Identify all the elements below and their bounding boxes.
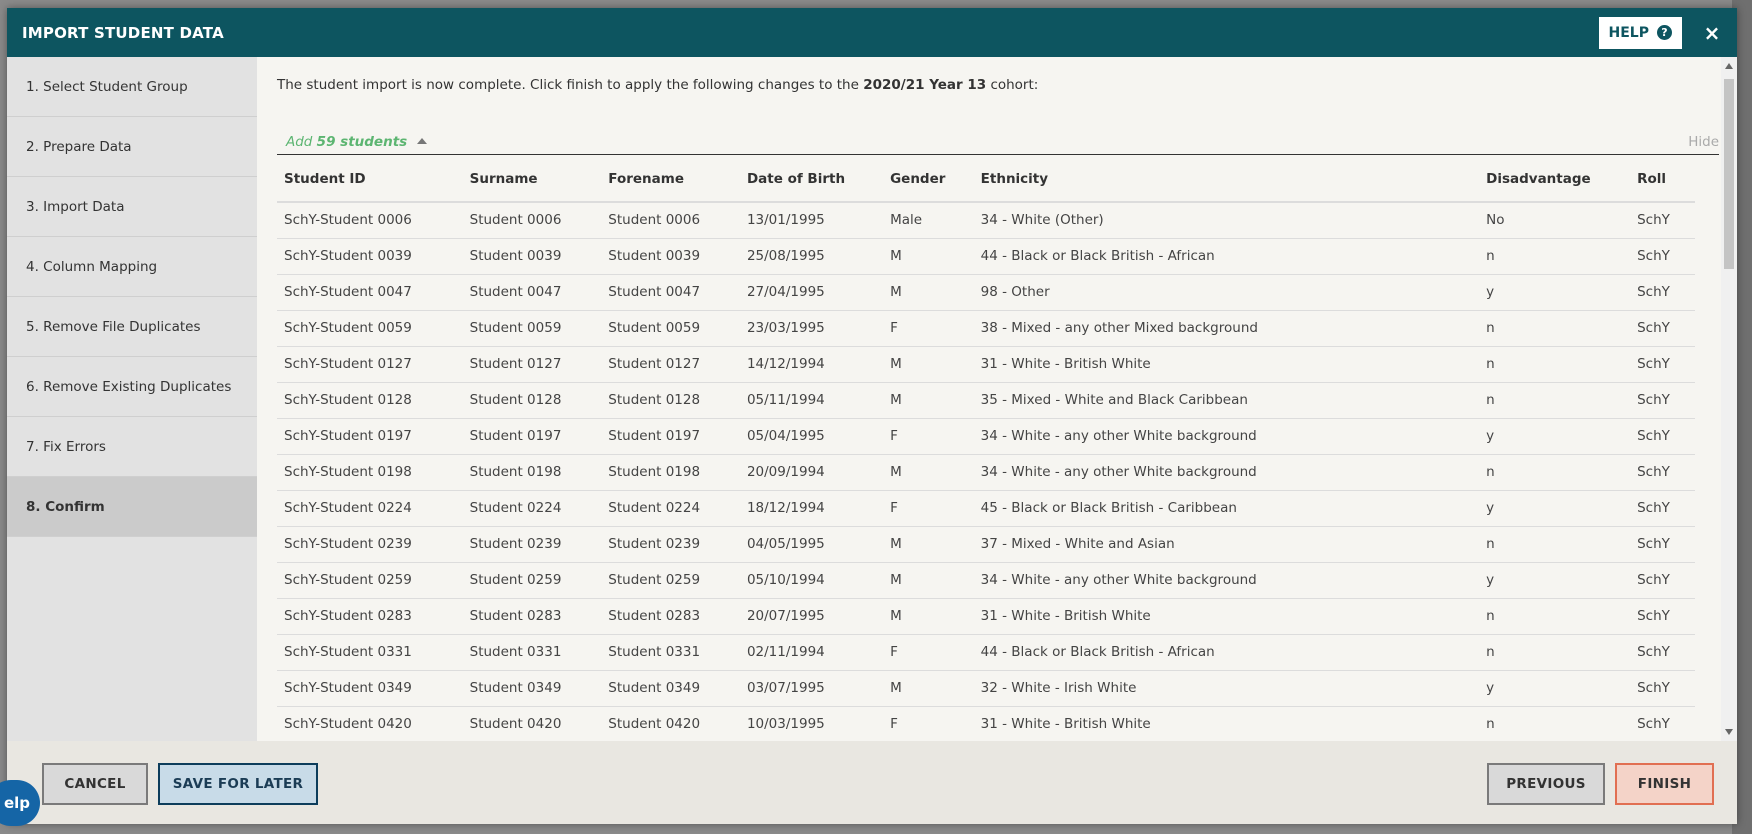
table-cell: y [1479,274,1630,310]
table-cell: Student 0331 [601,634,740,670]
table-cell: 31 - White - British White [974,706,1479,741]
table-cell: Student 0047 [463,274,602,310]
table-header-row [277,157,1695,202]
table-cell: n [1479,706,1630,741]
column-header: Student ID [277,157,463,202]
table-cell: SchY [1630,310,1695,346]
table-row [277,382,1695,418]
table-cell: M [883,562,974,598]
table-row [277,274,1695,310]
table-cell: n [1479,634,1630,670]
table-cell: n [1479,526,1630,562]
table-cell: Male [883,202,974,238]
intro-suffix: cohort: [990,77,1039,93]
table-cell: n [1479,454,1630,490]
step-item-8[interactable] [7,477,257,537]
content-scrollbar[interactable] [1721,57,1737,741]
table-cell: 44 - Black or Black British - African [974,238,1479,274]
hide-link[interactable]: Hide [1688,133,1719,150]
table-cell: F [883,634,974,670]
table-cell: 35 - Mixed - White and Black Caribbean [974,382,1479,418]
table-cell: Student 0239 [601,526,740,562]
step-item-2[interactable] [7,117,257,177]
column-header: Forename [601,157,740,202]
table-cell: Student 0224 [601,490,740,526]
column-header: Gender [883,157,974,202]
question-circle-icon: ? [1657,25,1672,40]
table-row [277,310,1695,346]
step-item-1[interactable] [7,57,257,117]
table-cell: Student 0349 [601,670,740,706]
table-row [277,490,1695,526]
table-cell: SchY-Student 0331 [277,634,463,670]
table-cell: M [883,346,974,382]
table-cell: 02/11/1994 [740,634,883,670]
table-row [277,670,1695,706]
table-cell: Student 0128 [463,382,602,418]
table-cell: Student 0197 [601,418,740,454]
table-cell: SchY-Student 0283 [277,598,463,634]
table-row [277,598,1695,634]
step-label: 7. Fix Errors [26,438,106,455]
table-row [277,634,1695,670]
table-cell: M [883,382,974,418]
table-cell: 05/10/1994 [740,562,883,598]
finish-button[interactable]: FINISH [1615,763,1714,805]
table-cell: SchY-Student 0006 [277,202,463,238]
table-row [277,562,1695,598]
table-cell: M [883,670,974,706]
modal-body [7,57,1737,741]
table-cell: 44 - Black or Black British - African [974,634,1479,670]
table-cell: Student 0127 [463,346,602,382]
modal-title: IMPORT STUDENT DATA [22,23,224,42]
table-cell: 37 - Mixed - White and Asian [974,526,1479,562]
table-cell: F [883,490,974,526]
table-cell: SchY [1630,706,1695,741]
close-icon[interactable]: × [1703,20,1721,45]
table-cell: Student 0283 [463,598,602,634]
table-cell: SchY-Student 0128 [277,382,463,418]
previous-button[interactable]: PREVIOUS [1487,763,1605,805]
table-cell: Student 0259 [463,562,602,598]
column-header: Date of Birth [740,157,883,202]
table-cell: n [1479,238,1630,274]
table-cell: Student 0006 [601,202,740,238]
table-cell: 05/11/1994 [740,382,883,418]
table-cell: SchY-Student 0198 [277,454,463,490]
caret-up-icon[interactable] [417,138,427,144]
table-cell: Student 0239 [463,526,602,562]
table-cell: Student 0039 [601,238,740,274]
step-item-5[interactable] [7,297,257,357]
table-cell: n [1479,310,1630,346]
table-cell: 31 - White - British White [974,346,1479,382]
table-cell: SchY [1630,238,1695,274]
scroll-up-icon[interactable] [1725,63,1733,69]
step-label: 4. Column Mapping [26,258,158,275]
table-cell: y [1479,562,1630,598]
table-cell: SchY [1630,454,1695,490]
table-cell: F [883,418,974,454]
table-cell: M [883,598,974,634]
table-cell: Student 0127 [601,346,740,382]
table-cell: Student 0331 [463,634,602,670]
table-cell: 20/07/1995 [740,598,883,634]
save-for-later-button[interactable]: SAVE FOR LATER [158,763,318,805]
table-cell: Student 0259 [601,562,740,598]
table-cell: n [1479,382,1630,418]
table-cell: SchY [1630,634,1695,670]
table-cell: F [883,310,974,346]
table-cell: 18/12/1994 [740,490,883,526]
step-label: 3. Import Data [26,198,125,215]
table-cell: SchY [1630,526,1695,562]
table-cell: n [1479,346,1630,382]
table-cell: y [1479,418,1630,454]
step-label: 5. Remove File Duplicates [26,318,201,335]
table-cell: y [1479,670,1630,706]
add-students-section-header [277,129,1719,155]
table-cell: y [1479,490,1630,526]
table-cell: No [1479,202,1630,238]
steps-sidebar [7,57,257,741]
table-cell: 31 - White - British White [974,598,1479,634]
import-student-data-modal [7,8,1737,824]
step-label: 1. Select Student Group [26,78,188,95]
table-cell: SchY-Student 0039 [277,238,463,274]
column-header: Roll [1630,157,1695,202]
confirm-content [257,57,1737,741]
table-cell: SchY-Student 0259 [277,562,463,598]
step-item-6[interactable] [7,357,257,417]
table-cell: Student 0283 [601,598,740,634]
table-cell: 34 - White - any other White background [974,418,1479,454]
cancel-button[interactable]: CANCEL [42,763,148,805]
step-item-7[interactable] [7,417,257,477]
table-cell: Student 0059 [463,310,602,346]
table-cell: 03/07/1995 [740,670,883,706]
table-cell: 14/12/1994 [740,346,883,382]
modal-footer [7,741,1737,824]
table-cell: Student 0420 [463,706,602,741]
table-cell: SchY-Student 0239 [277,526,463,562]
table-cell: SchY [1630,670,1695,706]
table-cell: Student 0006 [463,202,602,238]
step-label: 2. Prepare Data [26,138,132,155]
table-cell: Student 0420 [601,706,740,741]
table-cell: M [883,238,974,274]
table-cell: Student 0198 [601,454,740,490]
table-cell: 34 - White - any other White background [974,454,1479,490]
table-cell: Student 0349 [463,670,602,706]
students-table [277,157,1695,741]
table-row [277,526,1695,562]
table-cell: 98 - Other [974,274,1479,310]
intro-cohort: 2020/21 Year 13 [863,77,987,93]
table-cell: Student 0039 [463,238,602,274]
intro-text [277,77,1038,93]
scroll-down-icon[interactable] [1725,729,1733,735]
table-cell: M [883,274,974,310]
table-cell: 34 - White - any other White background [974,562,1479,598]
table-cell: 05/04/1995 [740,418,883,454]
modal-header [7,8,1737,57]
table-cell: 38 - Mixed - any other Mixed background [974,310,1479,346]
table-cell: SchY [1630,346,1695,382]
column-header: Surname [463,157,602,202]
table-cell: M [883,526,974,562]
table-cell: Student 0047 [601,274,740,310]
table-cell: n [1479,598,1630,634]
table-cell: SchY-Student 0047 [277,274,463,310]
step-item-4[interactable] [7,237,257,297]
help-button[interactable] [1599,17,1682,49]
table-cell: SchY [1630,274,1695,310]
table-row [277,346,1695,382]
step-label: 8. Confirm [26,498,105,515]
step-item-3[interactable] [7,177,257,237]
table-cell: SchY-Student 0224 [277,490,463,526]
table-cell: 20/09/1994 [740,454,883,490]
table-cell: SchY-Student 0349 [277,670,463,706]
table-cell: SchY [1630,418,1695,454]
table-cell: Student 0197 [463,418,602,454]
table-cell: 10/03/1995 [740,706,883,741]
table-cell: 04/05/1995 [740,526,883,562]
table-cell: SchY [1630,562,1695,598]
table-cell: Student 0128 [601,382,740,418]
table-cell: 27/04/1995 [740,274,883,310]
help-bubble-label: elp [3,794,30,812]
step-label: 6. Remove Existing Duplicates [26,378,232,395]
table-cell: SchY [1630,202,1695,238]
table-cell: Student 0059 [601,310,740,346]
table-cell: 34 - White (Other) [974,202,1479,238]
help-button-label: HELP [1608,24,1649,41]
table-row [277,238,1695,274]
intro-prefix: The student import is now complete. Click finish to apply the following changes to the [277,77,859,93]
table-cell: SchY-Student 0127 [277,346,463,382]
scroll-thumb[interactable] [1724,79,1734,269]
table-cell: SchY [1630,598,1695,634]
table-row [277,202,1695,238]
add-count: 59 students [316,133,408,150]
add-students-toggle[interactable] [277,134,407,150]
table-cell: Student 0224 [463,490,602,526]
table-row [277,418,1695,454]
table-cell: M [883,454,974,490]
table-cell: SchY [1630,490,1695,526]
table-cell: SchY-Student 0059 [277,310,463,346]
add-prefix: Add [286,133,313,150]
table-cell: F [883,706,974,741]
column-header: Disadvantage [1479,157,1630,202]
table-row [277,706,1695,741]
table-cell: 32 - White - Irish White [974,670,1479,706]
table-cell: 23/03/1995 [740,310,883,346]
table-cell: Student 0198 [463,454,602,490]
table-cell: SchY-Student 0420 [277,706,463,741]
table-cell: 25/08/1995 [740,238,883,274]
table-cell: SchY [1630,382,1695,418]
table-cell: 45 - Black or Black British - Caribbean [974,490,1479,526]
table-cell: SchY-Student 0197 [277,418,463,454]
table-row [277,454,1695,490]
column-header: Ethnicity [974,157,1479,202]
table-cell: 13/01/1995 [740,202,883,238]
